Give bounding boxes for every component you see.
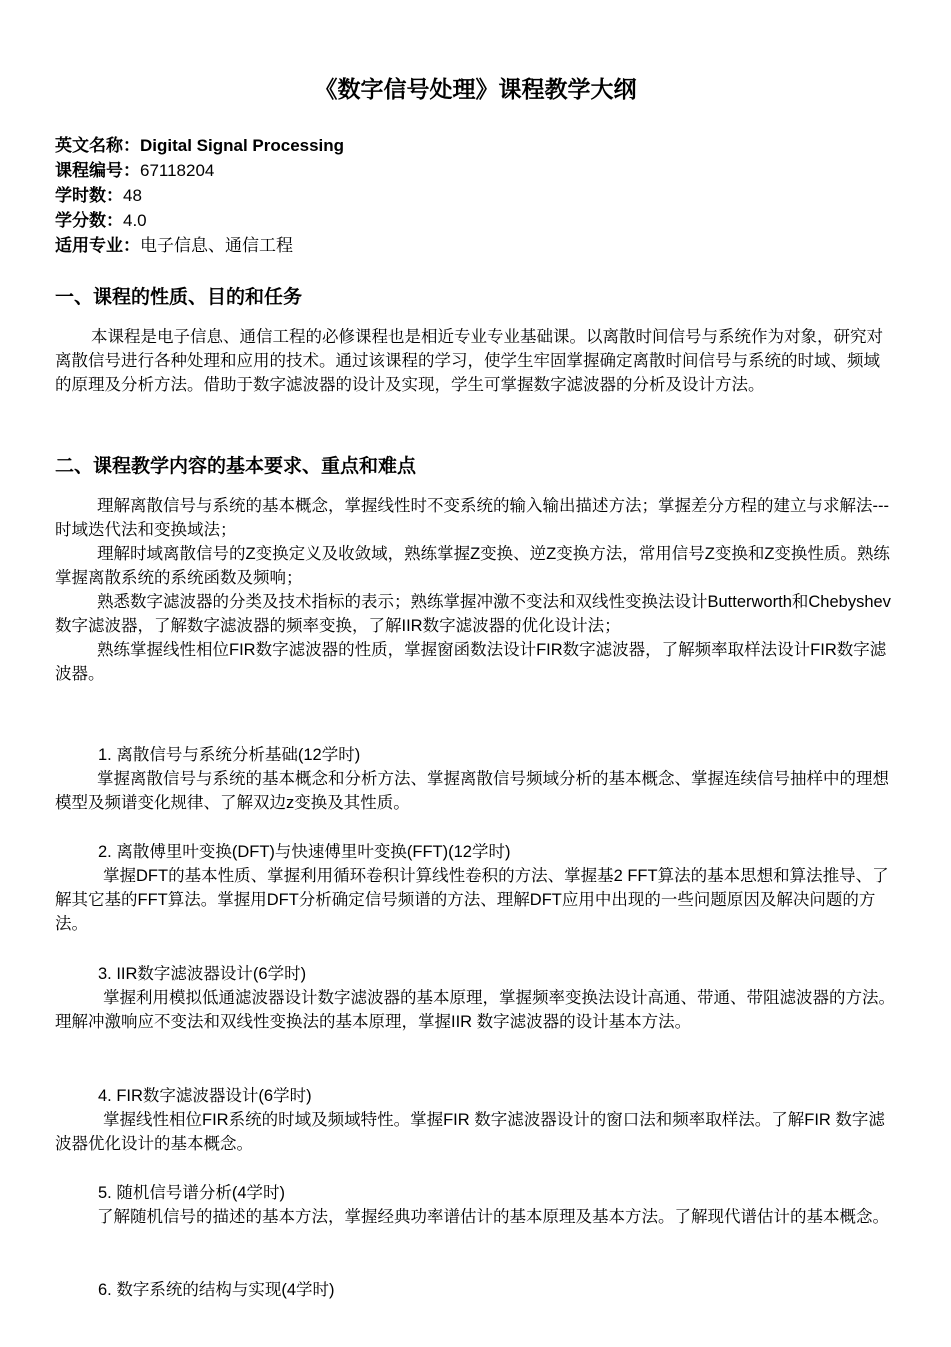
meta-major	[55, 233, 895, 258]
document-title: 《数字信号处理》课程教学大纲	[314, 76, 637, 102]
section-1-body: 本课程是电子信息、通信工程的必修课程也是相近专业专业基础课。以离散时间信号与系统作为对象，研究对离散信号进行各种处理和应用的技术。通过该课程的学习，使学生牢固掌握确定离散时间信号与系统的时域、频域的原理及分析方法。借助于数字滤波器的设计及实现，学生可掌握数字滤波器的分析及设计方法。	[55, 328, 883, 394]
topic-6-title: 6. 数字系统的结构与实现(4学时)	[98, 1281, 335, 1299]
english-name-label: 英文名称：	[55, 136, 140, 155]
course-meta	[55, 133, 895, 258]
section-1-heading: 一、课程的性质、目的和任务	[55, 287, 303, 308]
topic-2-title: 2. 离散傅里叶变换(DFT)与快速傅里叶变换(FFT)(12学时)	[98, 843, 511, 861]
section-2-heading: 二、课程教学内容的基本要求、重点和难点	[55, 456, 417, 477]
topic-3-body: 掌握利用模拟低通滤波器设计数字滤波器的基本原理，掌握频率变换法设计高通、带通、带阻滤波器的方法。理解冲激响应不变法和双线性变换法的基本原理，掌握IIR 数字滤波器的设计基本方法。	[55, 989, 895, 1031]
meta-credits	[55, 208, 895, 233]
topic-3-title: 3. IIR数字滤波器设计(6学时)	[98, 965, 307, 983]
requirement-paragraph: 熟悉数字滤波器的分类及技术指标的表示；熟练掌握冲激不变法和双线性变换法设计Butterworth和Chebyshev数字滤波器，了解数字滤波器的频率变换，了解IIR数字滤波器的优化设计法；	[55, 593, 891, 635]
hours-label: 学时数：	[55, 186, 123, 205]
topic-1-body: 掌握离散信号与系统的基本概念和分析方法、掌握离散信号频域分析的基本概念、掌握连续信号抽样中的理想模型及频谱变化规律、了解双边z变换及其性质。	[55, 770, 889, 812]
topic-5-body: 了解随机信号的描述的基本方法，掌握经典功率谱估计的基本原理及基本方法。了解现代谱估计的基本概念。	[97, 1208, 889, 1226]
credits-value: 4.0	[123, 211, 147, 230]
major-label: 适用专业：	[55, 236, 140, 255]
meta-hours	[55, 183, 895, 208]
requirement-paragraph: 理解离散信号与系统的基本概念，掌握线性时不变系统的输入输出描述方法；掌握差分方程的建立与求解法---时域迭代法和变换域法；	[55, 497, 889, 539]
hours-value: 48	[123, 186, 142, 205]
topic-4-title: 4. FIR数字滤波器设计(6学时)	[98, 1087, 312, 1105]
requirement-paragraph: 理解时域离散信号的Z变换定义及收敛域，熟练掌握Z变换、逆Z变换方法，常用信号Z变换和Z变换性质。熟练掌握离散系统的系统函数及频响；	[55, 545, 890, 587]
english-name-value: Digital Signal Processing	[140, 136, 345, 155]
meta-course-code	[55, 158, 895, 183]
course-code-label: 课程编号：	[55, 161, 140, 180]
course-code-value: 67118204	[140, 161, 215, 180]
topic-1-title: 1. 离散信号与系统分析基础(12学时)	[98, 746, 361, 764]
section-2-content	[55, 494, 895, 686]
meta-english-name	[55, 133, 895, 158]
topic-2-body: 掌握DFT的基本性质、掌握利用循环卷积计算线性卷积的方法、掌握基2 FFT算法的基本思想和算法推导、了解其它基的FFT算法。掌握用DFT分析确定信号频谱的方法、理解DFT应用中出现的一些问题原因及解决问题的方法。	[55, 867, 889, 933]
requirement-paragraph: 熟练掌握线性相位FIR数字滤波器的性质，掌握窗函数法设计FIR数字滤波器，了解频率取样法设计FIR数字滤波器。	[55, 641, 887, 683]
credits-label: 学分数：	[55, 211, 123, 230]
major-value: 电子信息、通信工程	[140, 236, 293, 255]
topic-5-title: 5. 随机信号谱分析(4学时)	[98, 1184, 286, 1202]
topic-4-body: 掌握线性相位FIR系统的时域及频域特性。掌握FIR 数字滤波器设计的窗口法和频率取样法。了解FIR 数字滤波器优化设计的基本概念。	[55, 1111, 885, 1153]
